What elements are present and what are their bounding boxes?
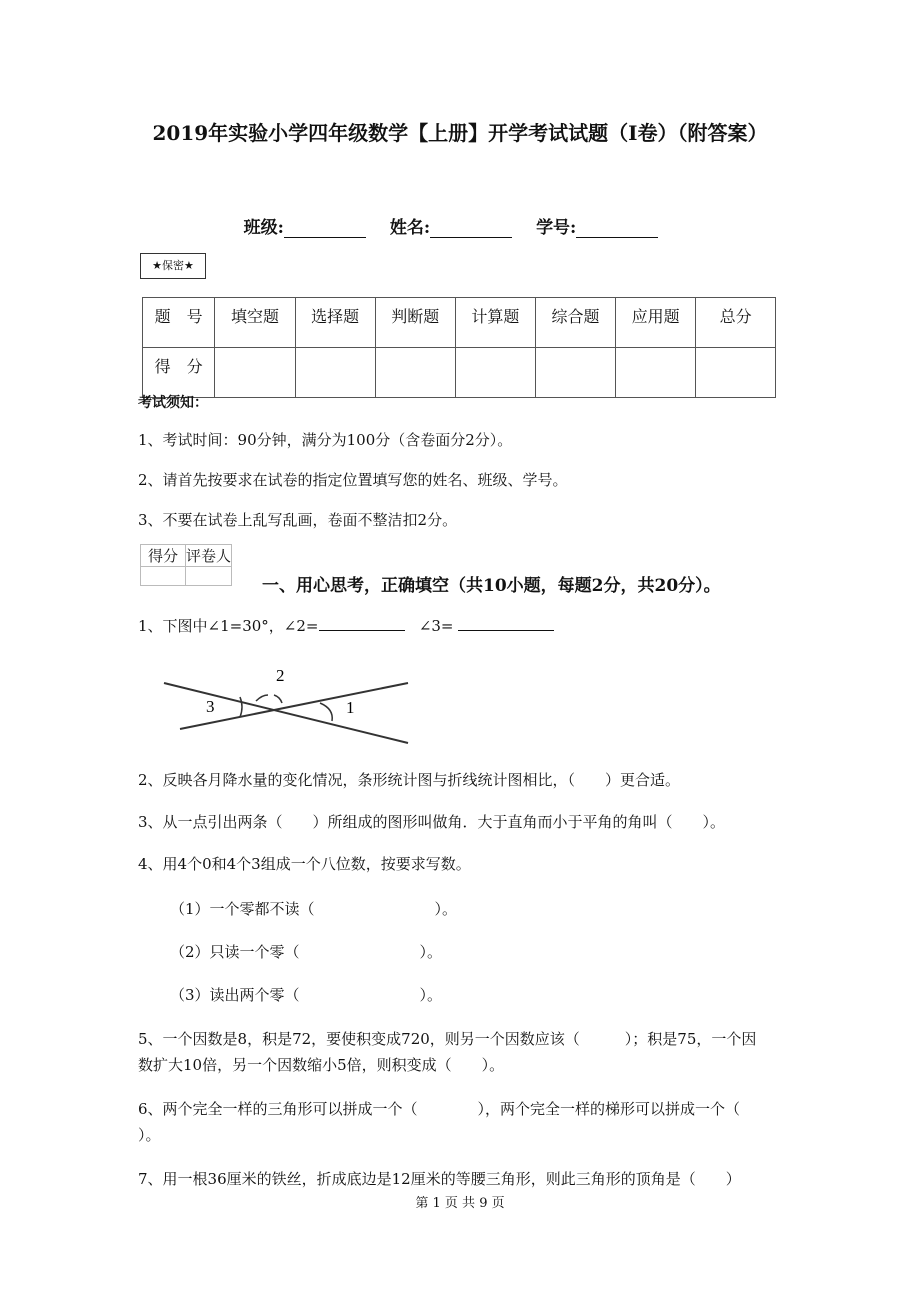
table-header: 计算题 — [455, 298, 535, 348]
notice-item: 2、请首先按要求在试卷的指定位置填写您的姓名、班级、学号。 — [138, 471, 568, 489]
table-header: 选择题 — [295, 298, 375, 348]
section-title: 一、用心思考，正确填空（共10小题，每题2分，共20分）。 — [262, 576, 721, 596]
grader-reviewer-label: 评卷人 — [186, 545, 232, 567]
id-label: 学号: — [536, 218, 577, 238]
page-footer: 第 1 页 共 9 页 — [415, 1196, 505, 1211]
row-label: 得 分 — [143, 348, 215, 398]
question-4-2: （2）只读一个零（ ）。 — [170, 943, 443, 961]
angle-label-3: 3 — [206, 697, 215, 716]
question-6-line2: ）。 — [138, 1126, 161, 1144]
grader-score-label: 得分 — [141, 545, 186, 567]
question-5-line1: 5、一个因数是8，积是72，要使积变成720，则另一个因数应该（ ）；积是75，一个因 — [138, 1030, 757, 1048]
score-cell[interactable] — [455, 348, 535, 398]
notice-item: 3、不要在试卷上乱写乱画，卷面不整洁扣2分。 — [138, 511, 458, 529]
question-text: ∠3= — [418, 617, 454, 635]
score-cell[interactable] — [215, 348, 295, 398]
question-5-line2: 数扩大10倍，另一个因数缩小5倍，则积变成（ ）。 — [138, 1056, 505, 1074]
grader-reviewer-cell[interactable] — [186, 567, 232, 586]
grader-table — [140, 544, 232, 586]
answer-blank[interactable] — [458, 616, 554, 631]
name-field[interactable] — [430, 219, 512, 238]
question-3: 3、从一点引出两条（ ）所组成的图形叫做角．大于直角而小于平角的角叫（ ）。 — [138, 813, 726, 831]
question-4-1: （1）一个零都不读（ ）。 — [170, 900, 458, 918]
table-row — [143, 348, 776, 398]
notice-heading: 考试须知： — [138, 395, 208, 411]
score-cell[interactable] — [616, 348, 696, 398]
score-table — [142, 297, 776, 398]
angle-label-1: 1 — [346, 698, 355, 717]
question-6-line1: 6、两个完全一样的三角形可以拼成一个（ ），两个完全一样的梯形可以拼成一个（ — [138, 1100, 741, 1118]
page-title: 2019年实验小学四年级数学【上册】开学考试试题（I卷）（附答案） — [152, 121, 768, 145]
student-info — [0, 213, 920, 238]
class-field[interactable] — [284, 219, 366, 238]
table-header: 综合题 — [535, 298, 615, 348]
secret-badge: ★保密★ — [140, 253, 206, 279]
question-1 — [138, 615, 554, 636]
id-field[interactable] — [576, 219, 658, 238]
question-4: 4、用4个0和4个3组成一个八位数，按要求写数。 — [138, 855, 471, 873]
table-header: 题 号 — [143, 298, 215, 348]
answer-blank[interactable] — [319, 616, 405, 631]
score-cell[interactable] — [535, 348, 615, 398]
question-2: 2、反映各月降水量的变化情况，条形统计图与折线统计图相比，（ ）更合适。 — [138, 771, 681, 789]
table-header: 判断题 — [375, 298, 455, 348]
question-text: 1、下图中∠1=30°，∠2= — [138, 617, 319, 635]
name-label: 姓名: — [389, 218, 431, 238]
grader-score-cell[interactable] — [141, 567, 186, 586]
question-4-3: （3）读出两个零（ ）。 — [170, 986, 443, 1004]
class-label: 班级: — [243, 218, 284, 238]
angle-label-2: 2 — [276, 666, 285, 685]
table-header: 总分 — [696, 298, 776, 348]
table-header: 填空题 — [215, 298, 295, 348]
question-7: 7、用一根36厘米的铁丝，折成底边是12厘米的等腰三角形，则此三角形的顶角是（ ） — [138, 1170, 741, 1188]
score-cell[interactable] — [375, 348, 455, 398]
score-cell[interactable] — [696, 348, 776, 398]
score-cell[interactable] — [295, 348, 375, 398]
table-header: 应用题 — [616, 298, 696, 348]
table-row — [143, 298, 776, 348]
notice-item: 1、考试时间：90分钟，满分为100分（含卷面分2分）。 — [138, 431, 513, 449]
angle-figure — [150, 655, 430, 755]
